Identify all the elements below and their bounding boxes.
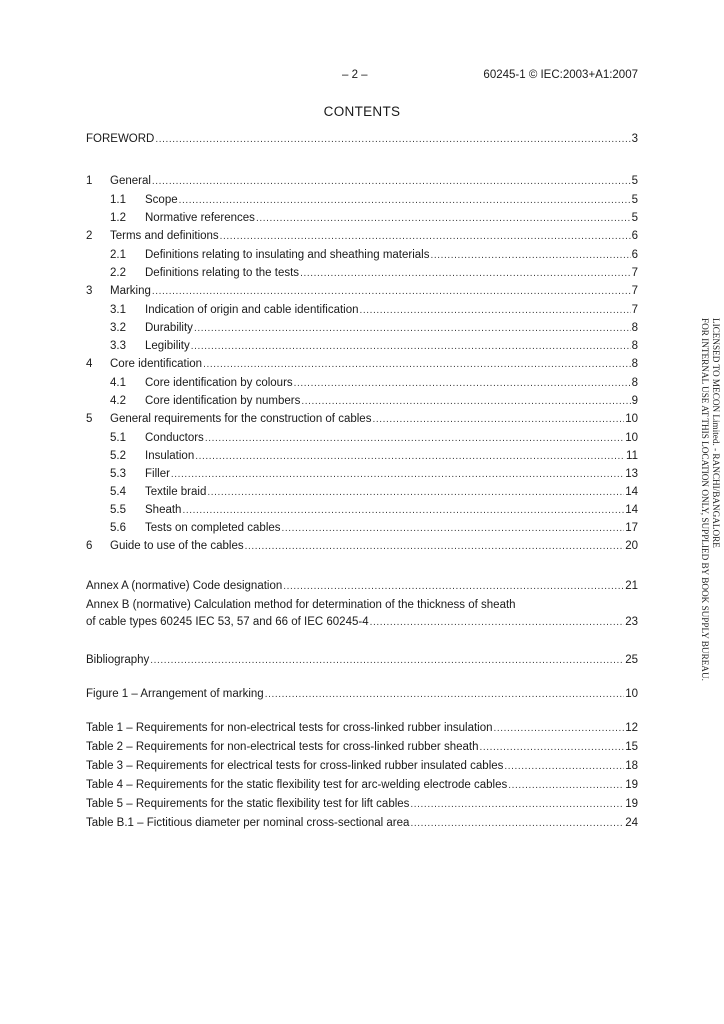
toc-entry-title: Core identification by colours xyxy=(145,377,293,389)
toc-entry-page: 10 xyxy=(625,413,638,425)
license-stamp-line2: FOR INTERNAL USE AT THIS LOCATION ONLY, SUPPLIED BY BOOK SUPPLY BUREAU. xyxy=(700,318,710,681)
toc-entry-page: 8 xyxy=(631,358,638,370)
toc-entry-clause[interactable] xyxy=(86,538,638,554)
toc-entry-title: Insulation xyxy=(145,450,195,462)
toc-entry-page: 14 xyxy=(625,504,638,516)
dot-leader xyxy=(150,653,624,669)
toc-entry-annex-b-line1[interactable]: Annex B (normative) Calculation method for determination of the thickness of sheath xyxy=(86,599,516,611)
dot-leader xyxy=(504,759,624,775)
toc-entry-number: 4.1 xyxy=(110,377,126,389)
dot-leader xyxy=(152,284,631,300)
toc-entry-subclause[interactable] xyxy=(110,302,638,318)
toc-entry-title: Guide to use of the cables xyxy=(110,540,244,552)
toc-entry-clause[interactable] xyxy=(86,356,638,372)
toc-entry-title: Core identification xyxy=(110,358,203,370)
toc-entry-title: Marking xyxy=(110,285,151,297)
toc-entry-subclause[interactable] xyxy=(110,448,638,464)
toc-entry-page: 20 xyxy=(625,540,638,552)
toc-entry-page: 25 xyxy=(625,654,638,666)
toc-entry-title: Bibliography xyxy=(86,654,150,666)
dot-leader xyxy=(360,303,631,319)
toc-entry-title: Textile braid xyxy=(145,486,207,498)
toc-entry-page: 9 xyxy=(631,395,638,407)
toc-entry-page: 7 xyxy=(631,285,638,297)
toc-entry-title: Sheath xyxy=(145,504,182,516)
toc-entry-number: 3 xyxy=(86,285,93,297)
toc-entry-title: Table 2 – Requirements for non-electrical tests for cross-linked rubber sheath xyxy=(86,741,479,753)
toc-entry-number: 2.2 xyxy=(110,267,126,279)
dot-leader xyxy=(283,579,624,595)
dot-leader xyxy=(265,687,625,703)
toc-entry-page: 6 xyxy=(631,230,638,242)
toc-entry-page: 8 xyxy=(631,377,638,389)
contents-title: CONTENTS xyxy=(323,104,401,119)
toc-entry-subclause[interactable] xyxy=(110,393,638,409)
toc-entry-subclause[interactable] xyxy=(110,210,638,226)
toc-entry-title: Terms and definitions xyxy=(110,230,219,242)
toc-entry-page: 10 xyxy=(625,432,638,444)
toc-entry-page: 12 xyxy=(625,722,638,734)
toc-entry-title: Core identification by numbers xyxy=(145,395,301,407)
toc-entry-title: Normative references xyxy=(145,212,255,224)
toc-entry-subclause[interactable] xyxy=(110,430,638,446)
dot-leader xyxy=(195,449,625,465)
toc-entry-number: 1.2 xyxy=(110,212,126,224)
dot-leader xyxy=(430,248,630,264)
page-header xyxy=(0,69,724,85)
toc-entry-title: Table 3 – Requirements for electrical tests for cross-linked rubber insulated cables xyxy=(86,760,504,772)
toc-entry-title: Table 5 – Requirements for the static flexibility test for lift cables xyxy=(86,798,410,810)
dot-leader xyxy=(179,193,631,209)
toc-entry-subclause[interactable] xyxy=(110,192,638,208)
dot-leader xyxy=(155,132,630,148)
toc-entry-number: 5.5 xyxy=(110,504,126,516)
toc-entry-number: 2 xyxy=(86,230,93,242)
toc-entry-page: 5 xyxy=(631,175,638,187)
toc-entry-number: 1 xyxy=(86,175,93,187)
toc-entry-page: 23 xyxy=(625,616,638,628)
license-stamp xyxy=(699,318,721,718)
toc-entry-page: 14 xyxy=(625,486,638,498)
toc-entry-title: Durability xyxy=(145,322,193,334)
toc-entry-title: FOREWORD xyxy=(86,133,155,145)
toc-entry-title: of cable types 60245 IEC 53, 57 and 66 of IEC 60245-4 xyxy=(86,616,369,628)
toc-entry-title: Definitions relating to insulating and sheathing materials xyxy=(145,249,430,261)
dot-leader xyxy=(294,376,631,392)
toc-entry-title: Indication of origin and cable identification xyxy=(145,304,359,316)
dot-leader xyxy=(191,339,631,355)
dot-leader xyxy=(207,485,624,501)
dot-leader xyxy=(220,229,631,245)
toc-entry-clause[interactable] xyxy=(86,411,638,427)
toc-entry-title: Definitions relating to the tests xyxy=(145,267,300,279)
dot-leader xyxy=(245,539,625,555)
dot-leader xyxy=(494,721,625,737)
toc-entry-number: 3.3 xyxy=(110,340,126,352)
toc-entry-number: 5.2 xyxy=(110,450,126,462)
toc-entry-table[interactable] xyxy=(86,777,638,793)
toc-entry-page: 8 xyxy=(631,340,638,352)
toc-entry-subclause[interactable] xyxy=(110,320,638,336)
toc-entry-subclause[interactable] xyxy=(110,338,638,354)
toc-entry-page: 11 xyxy=(626,450,638,462)
toc-entry-page: 21 xyxy=(625,580,638,592)
toc-entry-title: Table B.1 – Fictitious diameter per nominal cross-sectional area xyxy=(86,817,410,829)
dot-leader xyxy=(194,321,631,337)
toc-entry-clause[interactable] xyxy=(86,173,638,189)
toc-entry-page: 19 xyxy=(625,798,638,810)
dot-leader xyxy=(372,412,624,428)
toc-entry-title: Figure 1 – Arrangement of marking xyxy=(86,688,264,700)
toc-entry-page: 3 xyxy=(631,133,638,145)
toc-entry-page: 17 xyxy=(625,522,638,534)
toc-entry-subclause[interactable] xyxy=(110,520,638,536)
toc-entry-table[interactable] xyxy=(86,815,638,831)
toc-entry-subclause[interactable] xyxy=(110,247,638,263)
dot-leader xyxy=(370,615,625,631)
toc-entry-page: 8 xyxy=(631,322,638,334)
toc-entry-table[interactable] xyxy=(86,758,638,774)
document-reference: 60245-1 © IEC:2003+A1:2007 xyxy=(483,69,638,81)
toc-entry-title: General xyxy=(110,175,151,187)
toc-entry-figure[interactable] xyxy=(86,686,638,702)
toc-entry-page: 5 xyxy=(631,212,638,224)
toc-entry-page: 15 xyxy=(625,741,638,753)
toc-entry-clause[interactable] xyxy=(86,228,638,244)
toc-entry-page: 19 xyxy=(625,779,638,791)
dot-leader xyxy=(301,394,630,410)
toc-entry-subclause[interactable] xyxy=(110,466,638,482)
toc-entry-foreword[interactable] xyxy=(86,131,638,147)
toc-entry-title: Conductors xyxy=(145,432,204,444)
toc-entry-number: 3.2 xyxy=(110,322,126,334)
toc-entry-page: 7 xyxy=(631,267,638,279)
dot-leader xyxy=(256,211,631,227)
toc-entry-page: 10 xyxy=(625,688,638,700)
toc-entry-title: Annex A (normative) Code designation xyxy=(86,580,283,592)
toc-entry-title: Scope xyxy=(145,194,178,206)
toc-entry-number: 5.6 xyxy=(110,522,126,534)
toc-entry-page: 6 xyxy=(631,249,638,261)
toc-entry-title: Legibility xyxy=(145,340,190,352)
toc-entry-subclause[interactable] xyxy=(110,375,638,391)
dot-leader xyxy=(410,797,624,813)
toc-entry-title: General requirements for the construction of cables xyxy=(110,413,372,425)
toc-entry-title: Table 1 – Requirements for non-electrical tests for cross-linked rubber insulation xyxy=(86,722,493,734)
page-number: – 2 – xyxy=(342,69,368,81)
dot-leader xyxy=(152,174,631,190)
dot-leader xyxy=(171,467,624,483)
toc-entry-title: Filler xyxy=(145,468,170,480)
toc-entry-bibliography[interactable] xyxy=(86,652,638,668)
toc-entry-number: 5.4 xyxy=(110,486,126,498)
toc-entry-page: 13 xyxy=(625,468,638,480)
toc-entry-title: Table 4 – Requirements for the static flexibility test for arc-welding electrode cables xyxy=(86,779,508,791)
dot-leader xyxy=(508,778,624,794)
toc-entry-title: Tests on completed cables xyxy=(145,522,281,534)
dot-leader xyxy=(203,357,631,373)
toc-entry-page: 7 xyxy=(631,304,638,316)
license-stamp-line1: LICENSED TO MECON Limited. - RANCHI/BANGALORE xyxy=(711,318,721,548)
toc-entry-number: 1.1 xyxy=(110,194,126,206)
toc-entry-number: 5.1 xyxy=(110,432,126,444)
toc-entry-number: 5 xyxy=(86,413,93,425)
dot-leader xyxy=(205,431,624,447)
toc-entry-subclause[interactable] xyxy=(110,265,638,281)
toc-entry-clause[interactable] xyxy=(86,283,638,299)
toc-entry-number: 4.2 xyxy=(110,395,126,407)
toc-entry-annex-a[interactable] xyxy=(86,578,638,594)
dot-leader xyxy=(282,521,625,537)
toc-entry-subclause[interactable] xyxy=(110,502,638,518)
toc-entry-number: 5.3 xyxy=(110,468,126,480)
dot-leader xyxy=(300,266,631,282)
toc-entry-page: 18 xyxy=(625,760,638,772)
toc-entry-annex-b[interactable] xyxy=(86,614,638,630)
toc-entry-subclause[interactable] xyxy=(110,484,638,500)
dot-leader xyxy=(182,503,624,519)
toc-entry-page: 24 xyxy=(625,817,638,829)
toc-entry-number: 4 xyxy=(86,358,93,370)
toc-entry-number: 2.1 xyxy=(110,249,126,261)
toc-entry-number: 3.1 xyxy=(110,304,126,316)
toc-entry-table[interactable] xyxy=(86,739,638,755)
toc-entry-page: 5 xyxy=(631,194,638,206)
toc-entry-number: 6 xyxy=(86,540,93,552)
toc-entry-table[interactable] xyxy=(86,796,638,812)
dot-leader xyxy=(479,740,624,756)
toc-entry-table[interactable] xyxy=(86,720,638,736)
dot-leader xyxy=(410,816,624,832)
